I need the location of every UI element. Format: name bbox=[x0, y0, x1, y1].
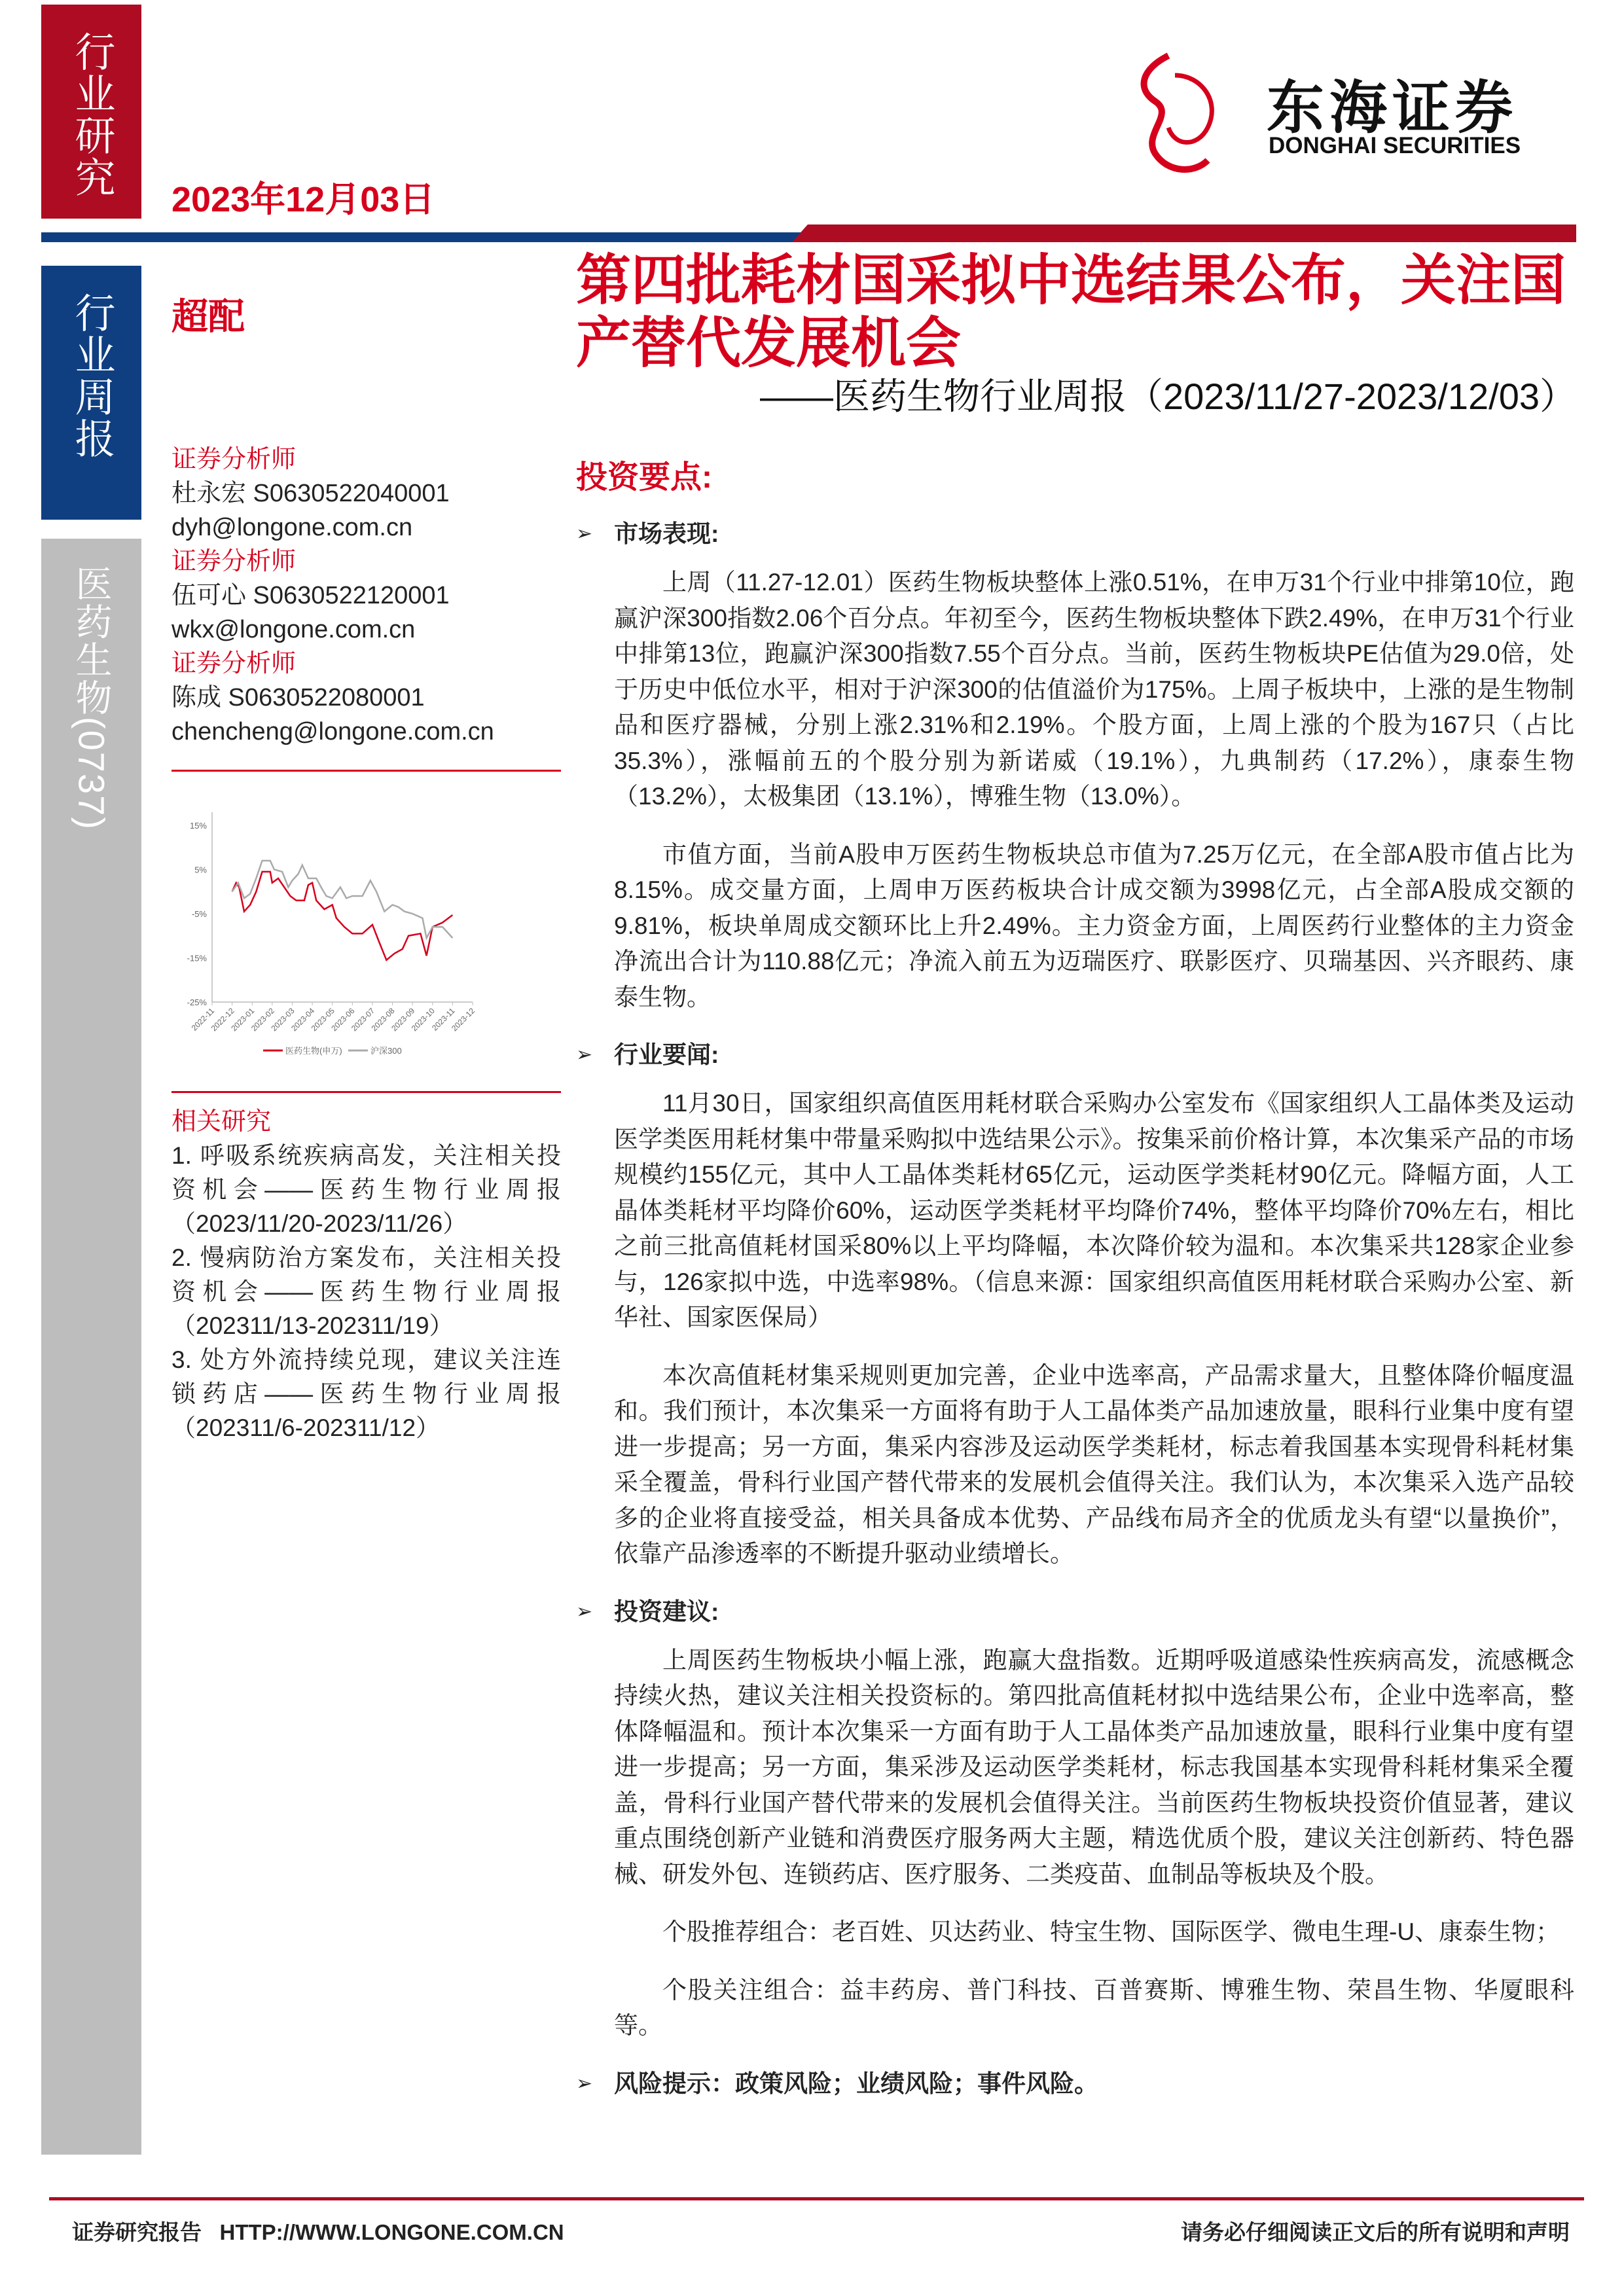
section-title: 市场表现: bbox=[614, 520, 719, 547]
footer-left[interactable]: 证券研究报告 HTTP://WWW.LONGONE.COM.CN bbox=[72, 2220, 564, 2244]
side-label-weekly: 行业周报 bbox=[69, 292, 114, 459]
analyst-block bbox=[171, 442, 561, 749]
x-tick-label: 2023-04 bbox=[289, 1006, 317, 1033]
rating: 超配 bbox=[171, 296, 245, 337]
analyst-3 bbox=[171, 647, 561, 749]
x-tick-label: 2023-02 bbox=[249, 1006, 276, 1033]
section-market bbox=[576, 516, 1574, 552]
y-tick-label: -25% bbox=[187, 997, 207, 1007]
analyst-email[interactable]: chencheng@longone.com.cn bbox=[171, 718, 494, 745]
y-tick-label: 5% bbox=[194, 865, 207, 875]
analyst-email[interactable]: dyh@longone.com.cn bbox=[171, 514, 413, 541]
arrow-bullet-icon: ➢ bbox=[576, 2072, 593, 2094]
analyst-email[interactable]: wkx@longone.com.cn bbox=[171, 616, 416, 643]
divider bbox=[171, 770, 561, 772]
x-tick-label: 2022-11 bbox=[189, 1006, 217, 1033]
paragraph: 11月30日，国家组织高值医用耗材联合采购办公室发布《国家组织人工晶体类及运动医学类医用耗材集中带量采购拟中选结果公示》。按集采前价格计算，本次集采产品的市场规模约155亿元，其中人工晶体类耗材65亿元，运动医学类耗材90亿元。降幅方面，人工晶体类耗材平均降价60%，运动医学类耗材平均降价74%，整体平均降价70%左右，相比之前三批高值耗材国采80%以上平均降幅，本次降价较为温和。本次集采共128家企业参与，126家拟中选，中选率98%。（信息来源：国家组织高值医用耗材联合采购办公室、新华社、国家医保局） bbox=[614, 1090, 1574, 1331]
x-tick-label: 2023-11 bbox=[430, 1006, 457, 1033]
risk-text: 风险提示：政策风险；业绩风险；事件风险。 bbox=[614, 2070, 1098, 2097]
analyst-name: 伍可心 S0630522120001 bbox=[171, 582, 450, 609]
x-tick-label: 2023-05 bbox=[309, 1006, 336, 1033]
side-label-sector: 医药生物(0737) bbox=[71, 565, 113, 831]
section-title: 投资建议: bbox=[614, 1598, 719, 1625]
analyst-name: 杜永宏 S0630522040001 bbox=[171, 480, 450, 507]
related-title: 相关研究 bbox=[171, 1108, 272, 1136]
y-tick-label: -5% bbox=[191, 909, 207, 919]
legend-label: 医药生物(申万) bbox=[285, 1046, 342, 1056]
side-band-sector bbox=[41, 539, 141, 2155]
section-title: 行业要闻: bbox=[614, 1041, 719, 1068]
related-item[interactable]: 2. 慢病防治方案发布，关注相关投资机会——医药生物行业周报（202311/13-202311/19） bbox=[171, 1244, 561, 1339]
donghai-logo bbox=[1129, 49, 1561, 180]
related-item[interactable]: 1. 呼吸系统疾病高发，关注相关投资机会——医药生物行业周报（2023/11/20-2023/11/26） bbox=[171, 1142, 561, 1237]
paragraph: 上周医药生物板块小幅上涨，跑赢大盘指数。近期呼吸道感染性疾病高发，流感概念持续火热，建议关注相关投资标的。第四批高值耗材拟中选结果公布，企业中选率高，整体降幅温和。预计本次集采一方面有助于人工晶体类产品加速放量，眼科行业集中度有望进一步提高；另一方面，集采涉及运动医学类耗材，标志我国基本实现骨科耗材集采全覆盖，骨科行业国产替代带来的发展机会值得关注。当前医药生物板块投资价值显著，建议重点围绕创新产业链和消费医疗服务两大主题，精选优质个股，建议关注创新药、特色器械、研发外包、连锁药店、医疗服务、二类疫苗、血制品等板块及个股。 bbox=[614, 1646, 1574, 1888]
analyst-label: 证券分析师 bbox=[171, 446, 297, 473]
watch-portfolio: 个股关注组合：益丰药房、普门科技、百普赛斯、博雅生物、荣昌生物、华厦眼科等。 bbox=[614, 1976, 1574, 2039]
divider bbox=[171, 1091, 561, 1093]
recommended-portfolio: 个股推荐组合：老百姓、贝达药业、特宝生物、国际医学、微电生理-U、康泰生物； bbox=[662, 1918, 1561, 1945]
side-band-weekly bbox=[41, 266, 141, 520]
logo-cn: 东海证券 bbox=[1267, 75, 1519, 140]
arrow-bullet-icon: ➢ bbox=[576, 1044, 593, 1066]
x-tick-label: 2023-06 bbox=[329, 1006, 357, 1033]
header-divider-blue bbox=[41, 232, 807, 242]
analyst-2 bbox=[171, 545, 561, 647]
section-news bbox=[576, 1037, 1574, 1073]
analyst-name: 陈成 S0630522080001 bbox=[171, 684, 425, 711]
section-advice bbox=[576, 1594, 1574, 1630]
paragraph: 本次高值耗材集采规则更加完善，企业中选率高，产品需求量大，且整体降价幅度温和。我们预计，本次集采一方面将有助于人工晶体类产品加速放量，眼科行业集中度有望进一步提高；另一方面，集采内容涉及运动医学类耗材，标志着我国基本实现骨科耗材集采全覆盖，骨科行业国产替代带来的发展机会值得关注。我们认为，本次集采入选产品较多的企业将直接受益，相关具备成本优势、产品线布局齐全的优质龙头有望“以量换价”，依靠产品渗透率的不断提升驱动业绩增长。 bbox=[614, 1361, 1574, 1567]
arrow-bullet-icon: ➢ bbox=[576, 523, 593, 545]
y-tick-label: -15% bbox=[187, 953, 207, 963]
y-tick-label: 15% bbox=[189, 821, 207, 831]
side-band-industry-research bbox=[41, 5, 141, 219]
x-tick-label: 2023-03 bbox=[269, 1006, 297, 1033]
performance-chart bbox=[171, 808, 561, 1067]
analyst-1 bbox=[171, 442, 561, 545]
report-title: 第四批耗材国采拟中选结果公布，关注国产替代发展机会 bbox=[576, 249, 1566, 374]
paragraph: 上周（11.27-12.01）医药生物板块整体上涨0.51%，在申万31个行业中排第10位，跑赢沪深300指数2.06个百分点。年初至今，医药生物板块整体下跌2.49%，在申万31个行业中排第13位，跑赢沪深300指数7.55个百分点。当前，医药生物板块PE估值为29.0倍，处于历史中低位水平，相对于沪深300的估值溢价为175%。上周子板块中，上涨的是生物制品和医疗器械，分别上涨2.31%和2.19%。个股方面，上周上涨的个股为167只（占比35.3%），涨幅前五的个股分别为新诺威（19.1%），九典制药（17.2%），康泰生物（13.2%），太极集团（13.1%），博雅生物（13.0%）。 bbox=[614, 569, 1574, 810]
footer-divider bbox=[49, 2197, 1584, 2200]
x-tick-label: 2022-12 bbox=[209, 1006, 236, 1033]
side-label-research: 行业研究 bbox=[69, 31, 114, 198]
logo-en: DONGHAI SECURITIES bbox=[1269, 133, 1521, 158]
x-tick-label: 2023-09 bbox=[389, 1006, 417, 1033]
related-research bbox=[171, 1105, 561, 1445]
analyst-label: 证券分析师 bbox=[171, 650, 297, 677]
footer-right: 请务必仔细阅读正文后的所有说明和声明 bbox=[1181, 2220, 1570, 2244]
key-points-heading: 投资要点: bbox=[576, 460, 712, 495]
dragon-logo-icon bbox=[1129, 49, 1240, 180]
main-content bbox=[576, 452, 1574, 2115]
x-tick-label: 2023-01 bbox=[229, 1006, 257, 1033]
x-tick-label: 2023-07 bbox=[349, 1006, 377, 1033]
analyst-label: 证券分析师 bbox=[171, 548, 297, 575]
arrow-bullet-icon: ➢ bbox=[576, 1600, 593, 1623]
header-divider-red bbox=[792, 224, 1576, 242]
section-risk bbox=[576, 2066, 1574, 2102]
related-item[interactable]: 3. 处方外流持续兑现，建议关注连锁药店——医药生物行业周报（202311/6-202311/12） bbox=[171, 1346, 561, 1441]
report-subtitle: ——医药生物行业周报（2023/11/27-2023/12/03） bbox=[759, 376, 1576, 417]
report-date: 2023年12月03日 bbox=[171, 180, 435, 219]
x-tick-label: 2023-10 bbox=[409, 1006, 437, 1033]
paragraph: 市值方面，当前A股申万医药生物板块总市值为7.25万亿元，在全部A股市值占比为8.15%。成交量方面，上周申万医药板块合计成交额为3998亿元，占全部A股成交额的9.81%，板块单周成交额环比上升2.49%。主力资金方面，上周医药行业整体的主力资金净流出合计为110.88亿元；净流入前五为迈瑞医疗、联影医疗、贝瑞基因、兴齐眼药、康泰生物。 bbox=[614, 840, 1574, 1011]
legend-label: 沪深300 bbox=[370, 1046, 402, 1056]
x-tick-label: 2023-08 bbox=[369, 1006, 397, 1033]
x-tick-label: 2023-12 bbox=[450, 1006, 477, 1033]
